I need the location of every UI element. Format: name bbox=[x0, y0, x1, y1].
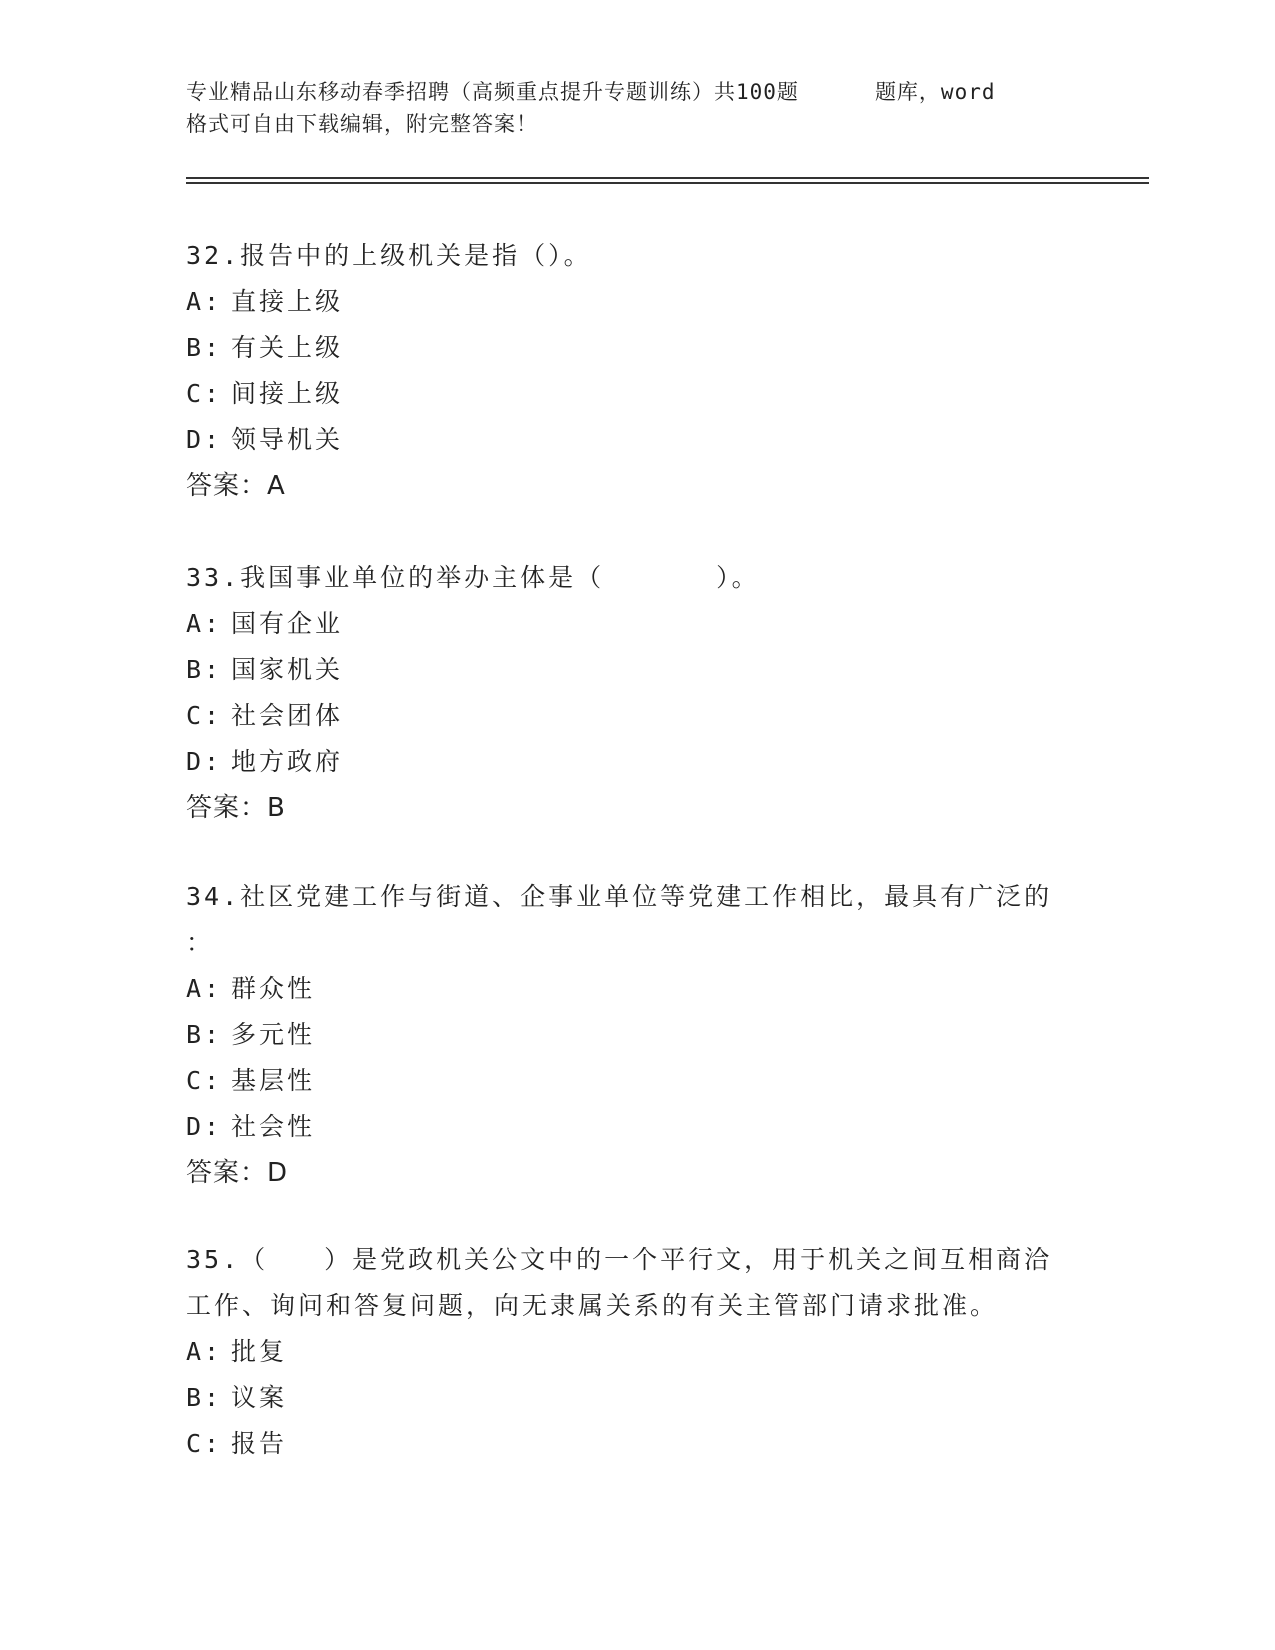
question-text: 32.报告中的上级机关是指（）。 bbox=[186, 241, 592, 270]
question-text-line-2: 工作、询问和答复问题，向无隶属关系的有关主管部门请求批准。 bbox=[186, 1291, 999, 1320]
question-text-line-1: 35.（ ）是党政机关公文中的一个平行文，用于机关之间互相商洽 bbox=[186, 1245, 1053, 1274]
option-key: D: bbox=[186, 425, 223, 454]
option-text: 多元性 bbox=[231, 1020, 316, 1049]
option-key: A: bbox=[186, 609, 223, 638]
option-text: 基层性 bbox=[231, 1066, 316, 1095]
question-35 bbox=[186, 1237, 1086, 1467]
option-text: 议案 bbox=[231, 1383, 288, 1412]
option-key: C: bbox=[186, 1066, 223, 1095]
header-divider-top bbox=[186, 177, 1149, 179]
option-key: A: bbox=[186, 287, 223, 316]
option-key: A: bbox=[186, 974, 223, 1003]
option-text: 社会团体 bbox=[231, 701, 344, 730]
header-line-2: 格式可自由下载编辑，附完整答案！ bbox=[186, 112, 538, 136]
header-title: 专业精品山东移动春季招聘（高频重点提升专题训练）共100题 bbox=[186, 80, 799, 104]
question-text-line-1: 34.社区党建工作与街道、企事业单位等党建工作相比，最具有广泛的 bbox=[186, 882, 1053, 911]
option-key: B: bbox=[186, 1020, 223, 1049]
option-text: 直接上级 bbox=[231, 287, 344, 316]
option-text: 国有企业 bbox=[231, 609, 344, 638]
answer-line: 答案：D bbox=[186, 1158, 289, 1188]
question-34 bbox=[186, 874, 1086, 1196]
option-a bbox=[186, 966, 1086, 1012]
option-text: 间接上级 bbox=[231, 379, 344, 408]
option-text: 领导机关 bbox=[231, 425, 344, 454]
option-d bbox=[186, 417, 1086, 463]
option-text: 地方政府 bbox=[231, 747, 344, 776]
answer-line: 答案：B bbox=[186, 793, 286, 823]
option-text: 批复 bbox=[231, 1337, 288, 1366]
option-b bbox=[186, 1375, 1086, 1421]
option-text: 报告 bbox=[231, 1429, 288, 1458]
option-key: C: bbox=[186, 1429, 223, 1458]
option-key: C: bbox=[186, 379, 223, 408]
option-a bbox=[186, 1329, 1086, 1375]
option-key: C: bbox=[186, 701, 223, 730]
option-key: B: bbox=[186, 655, 223, 684]
option-b bbox=[186, 325, 1086, 371]
option-key: D: bbox=[186, 747, 223, 776]
header-divider-bottom bbox=[186, 182, 1149, 184]
option-key: B: bbox=[186, 333, 223, 362]
option-c bbox=[186, 371, 1086, 417]
header-spacer bbox=[799, 76, 875, 108]
question-text: 33.我国事业单位的举办主体是（ ）。 bbox=[186, 563, 760, 592]
option-c bbox=[186, 693, 1086, 739]
question-33 bbox=[186, 555, 1086, 831]
option-d bbox=[186, 1104, 1086, 1150]
option-key: A: bbox=[186, 1337, 223, 1366]
option-a bbox=[186, 601, 1086, 647]
option-key: D: bbox=[186, 1112, 223, 1141]
option-b bbox=[186, 647, 1086, 693]
option-d bbox=[186, 739, 1086, 785]
header-line-1 bbox=[186, 76, 1086, 108]
option-text: 国家机关 bbox=[231, 655, 344, 684]
option-text: 社会性 bbox=[231, 1112, 316, 1141]
option-b bbox=[186, 1012, 1086, 1058]
option-text: 群众性 bbox=[231, 974, 316, 1003]
option-c bbox=[186, 1058, 1086, 1104]
option-text: 有关上级 bbox=[231, 333, 344, 362]
option-key: B: bbox=[186, 1383, 223, 1412]
question-text-line-2: ： bbox=[186, 928, 215, 957]
question-32 bbox=[186, 233, 1086, 509]
header-title-suffix: 题库，word bbox=[874, 80, 996, 104]
document-header bbox=[186, 76, 1086, 140]
option-a bbox=[186, 279, 1086, 325]
option-c bbox=[186, 1421, 1086, 1467]
answer-line: 答案：A bbox=[186, 471, 286, 501]
